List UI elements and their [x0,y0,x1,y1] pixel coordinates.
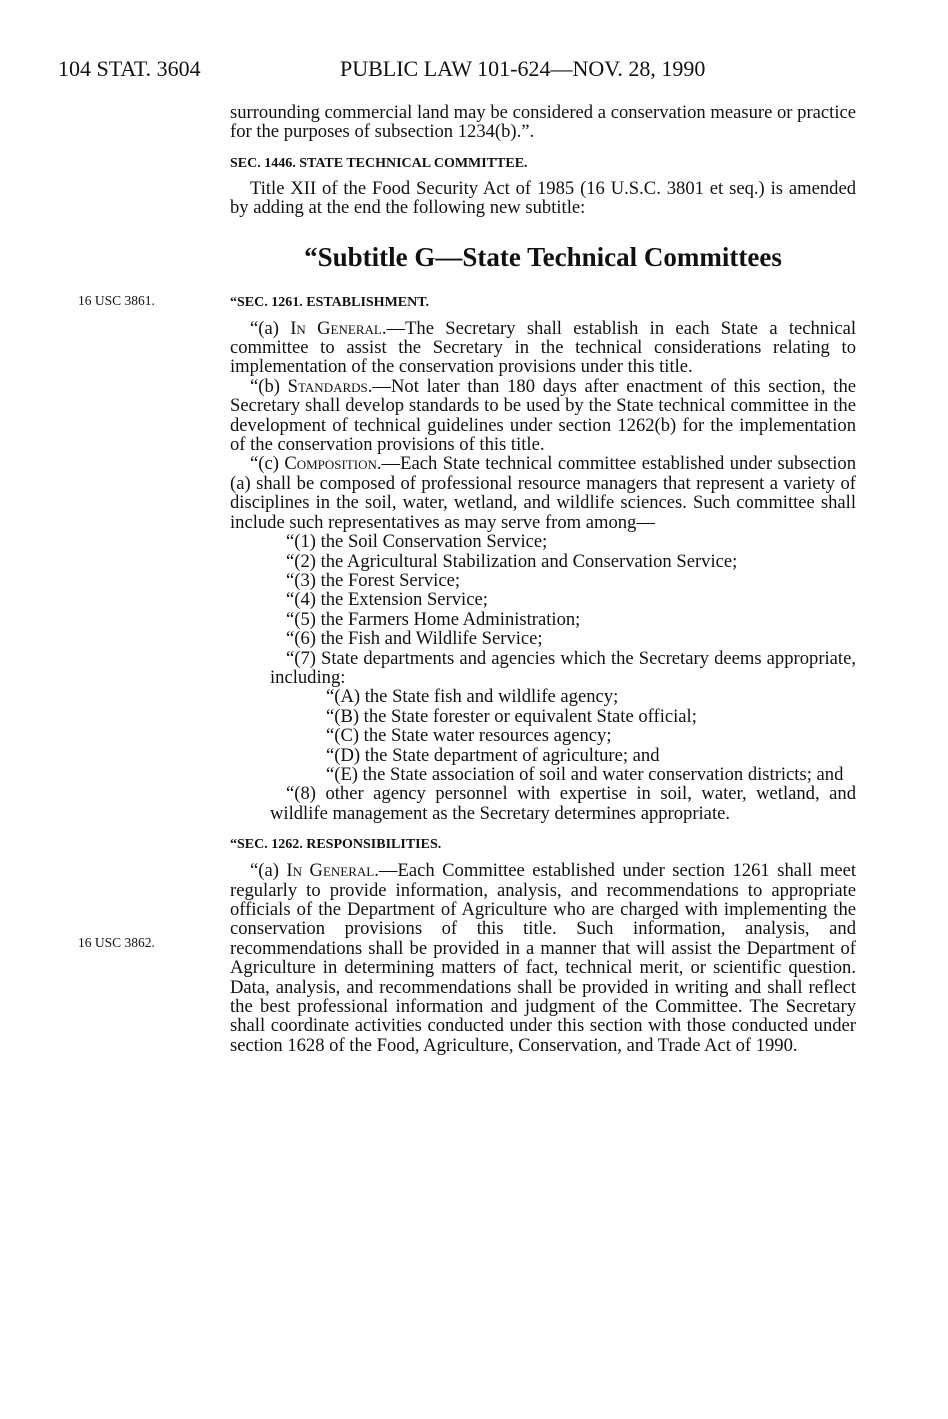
sub-list-item: “(E) the State association of soil and water conservation districts; and [326,763,844,785]
subsection-a-lead: “(a) [250,317,291,339]
public-law-citation: PUBLIC LAW 101-624—NOV. 28, 1990 [340,56,706,81]
subsection-a-general [230,319,856,377]
sub-list-item: “(C) the State water resources agency; [326,725,612,747]
list-item: “(7) State departments and agencies which the Secretary deems appropriate, including: [270,647,856,688]
page-header [58,56,878,96]
subsection-b-lead: “(b) [250,375,288,397]
subsection-b-standards [230,377,856,455]
subsection-c-text: .—Each State technical committee established under subsection (a) shall be composed of professional resource managers that represent a variety of disciplines in the soil, water, wetland, and wildlife sciences. Such committee shall include such representatives as may serve from among— [230,453,856,533]
list-item: “(4) the Extension Service; [286,589,488,611]
responsibilities-subsection-a [230,861,856,1055]
sub-list-item: “(B) the State forester or equivalent State official; [326,705,697,727]
subsection-c-lead: “(c) [250,453,285,475]
stat-page-number: 104 STAT. 3604 [58,56,201,81]
sub-list-item: “(D) the State department of agriculture; and [326,744,660,766]
subsection-b-heading: Standards [287,375,368,397]
list-item: “(5) the Farmers Home Administration; [286,608,581,630]
section-1446-heading: SEC. 1446. STATE TECHNICAL COMMITTEE. [230,155,528,171]
subtitle-heading: “Subtitle G—State Technical Committees [304,241,782,272]
list-item: “(8) other agency personnel with expertise in soil, water, wetland, and wildlife management as the Secretary determines appropriate. [270,783,856,824]
margin-citation-3862: 16 USC 3862. [78,935,155,950]
list-item: “(6) the Fish and Wildlife Service; [286,628,543,650]
responsibilities-a-lead: “(a) [250,860,287,882]
subsection-c-composition [230,454,856,532]
responsibilities-a-heading: In General [286,860,375,882]
list-item: “(3) the Forest Service; [286,569,460,591]
subsection-c-heading: Composition [284,453,377,475]
section-1446-text: Title XII of the Food Security Act of 1985 (16 U.S.C. 3801 et seq.) is amended by adding at the end the following new subtitle: [230,177,856,219]
continued-paragraph: surrounding commercial land may be considered a conservation measure or practice for the purposes of subsection 1234(b).”. [230,102,856,143]
margin-citation-3861: 16 USC 3861. [78,293,155,308]
subsection-b-text: .—Not later than 180 days after enactment of this section, the Secretary shall develop standards to be used by the State technical committee in the development of technical guidelines under section 1262(b) for the implementation of the conservation provisions of this title. [230,375,856,456]
list-item: “(1) the Soil Conservation Service; [286,531,548,553]
list-item: “(2) the Agricultural Stabilization and Conservation Service; [286,550,738,572]
sub-list-item: “(A) the State fish and wildlife agency; [326,686,619,708]
section-1261-heading: “SEC. 1261. ESTABLISHMENT. [230,294,430,310]
subsection-a-text: .—The Secretary shall establish in each State a technical committee to assist the Secretary in the technical considerations relating to implementation of the conservation provisions under this title. [230,317,856,378]
responsibilities-a-text: .—Each Committee established under section 1261 shall meet regularly to provide information, analysis, and recommendations to appropriate officials of the Department of Agriculture who are charged with implementing the conservation provisions of this title. Such information, analysis, and recommendations shall be provided in a manner that will assist the Department of Agriculture in determining matters of fact, technical merit, or scientific question. Data, analysis, and recommendations shall be provided in writing and shall reflect the best professional information and judgment of the Committee. The Secretary shall coordinate activities conducted under this section with those conducted under section 1628 of the Food, Agriculture, Conservation, and Trade Act of 1990. [230,860,856,1056]
document-body [230,103,856,1055]
section-1262-heading: “SEC. 1262. RESPONSIBILITIES. [230,837,442,853]
subsection-a-heading: In General [290,317,382,339]
